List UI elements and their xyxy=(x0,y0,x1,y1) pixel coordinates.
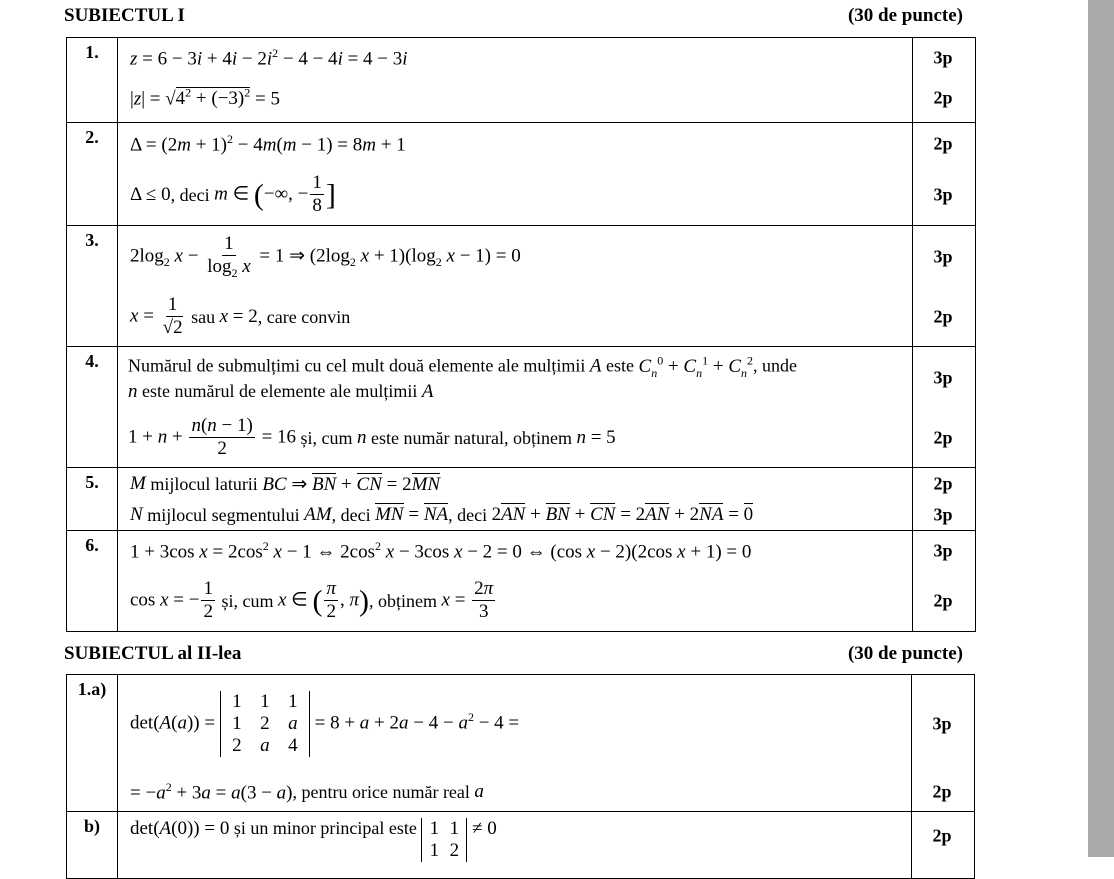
text: mijlocul segmentului xyxy=(147,504,300,525)
points: 3p xyxy=(933,246,953,267)
text: , pentru orice număr real xyxy=(292,781,470,802)
section-header xyxy=(64,643,963,665)
text: , deci xyxy=(331,504,371,525)
points: 2p xyxy=(933,133,953,154)
table-row xyxy=(67,812,975,879)
text: , deci xyxy=(448,504,488,525)
text: , deci xyxy=(170,184,210,205)
text: Numărul de submulțimi cu cel mult două elemente ale mulțimii xyxy=(128,355,586,376)
item-content: M mijlocul laturii BC ⇒ BN + CN = 2MN 2p N mijlocul segmentului AM , deci MN = NA , deci 2AN + BN + CN = 2AN + 2NA = 0 3p xyxy=(118,468,913,531)
points: 3p xyxy=(933,504,953,525)
table-row xyxy=(67,675,975,812)
section-header xyxy=(64,5,963,27)
section-title: SUBIECTUL I xyxy=(64,5,185,26)
item-number: 1.a) xyxy=(67,675,118,812)
item-number: 3. xyxy=(67,226,118,347)
text: , obținem xyxy=(369,590,438,611)
text: , care convin xyxy=(257,306,351,327)
text: și, cum xyxy=(221,590,274,611)
points: 2p xyxy=(933,590,953,611)
table-row xyxy=(67,123,976,226)
item-number: b) xyxy=(67,812,118,879)
item-content: $2\log_2$ x − $\frac{1}{\log_2 x}$ = 1 ⇒ ($2\log_2$ $x + 1)(\log_2$ x − 1) = 0 3p x = $\frac{1}{√2}$ sau x = 2 , care convin 2p xyxy=(118,226,913,347)
points: 3p xyxy=(933,184,953,205)
points: 3p xyxy=(933,540,953,561)
points: 2p xyxy=(932,781,952,802)
item-content: $\Delta = (2m + 1)^2 - 4m(m - 1) = 8m + 1$ 2p Δ ≤ 0 , deci m ∈ (−∞, − $\frac{1}{8}$ ] 3p xyxy=(118,123,913,226)
text: este numărul de elemente ale mulțimii xyxy=(142,380,418,401)
text: și, cum xyxy=(300,427,353,448)
text: și un minor principal este xyxy=(233,818,417,838)
points: 3p xyxy=(932,713,952,734)
item-number: 6. xyxy=(67,531,118,632)
grading-table-2 xyxy=(66,674,975,879)
item-number: 4. xyxy=(67,347,118,468)
item-content: 1 + 3cos $x = 2\cos^2$ x − 1 ⇔ $2\cos^2$ x − 3cos x − 2 = 0 ⇔ (cos x − 2)(2cos x + 1) = 0 3p cos x = − $\frac{1}{2}$ și, cum x ∈ ( $\frac{\pi}{2}$ , π) , obținem x = $\frac{2\pi}{3}$ 2p xyxy=(118,531,913,632)
points: 2p xyxy=(933,306,953,327)
table-row xyxy=(67,226,976,347)
item-number: 2. xyxy=(67,123,118,226)
table-row xyxy=(67,347,976,468)
text: mijlocul laturii xyxy=(150,473,258,494)
grading-table-1 xyxy=(66,37,976,632)
section-title: SUBIECTUL al II-lea xyxy=(64,643,242,664)
item-content: $z = 6 - 3i + 4i - 2i^2 - 4 - 4i = 4 - 3i$ 3p $|z| = √4^2 + (-3)^2 = 5$ 2p xyxy=(118,38,913,123)
text: este xyxy=(606,355,634,376)
text: , unde xyxy=(753,355,797,376)
points: 2p xyxy=(933,87,953,108)
points: 2p xyxy=(933,473,953,494)
text: sau xyxy=(191,306,216,327)
points: 2p xyxy=(932,825,952,846)
points: 2p xyxy=(933,427,953,448)
scrollbar-area[interactable] xyxy=(1088,0,1114,857)
item-number: 1. xyxy=(67,38,118,123)
table-row xyxy=(67,531,976,632)
table-row xyxy=(67,468,976,531)
section-points: (30 de puncte) xyxy=(847,5,963,26)
item-number: 5. xyxy=(67,468,118,531)
item-content: det(A(0)) = 0 și un minor principal este 1 1 1 2 ≠ 0 2p xyxy=(118,812,912,879)
item-content: det(A(a)) = 1 1 1 1 2 a 2 a 4 = $8 + a + 2a - 4 - a^2 - 4$ = 3p = $-a^2 + 3a = a(3 - a)$ , pentru orice număr real a 2p xyxy=(118,675,912,812)
section-points: (30 de puncte) xyxy=(847,643,963,664)
text: este număr natural, obținem xyxy=(371,427,572,448)
item-content: Numărul de submulțimi cu cel mult două elemente ale mulțimii A este $C_n^0 + C_n^1 + C_n^2$, unde n este numărul de elemente ale mulțimii A 3p 1 + n + $\frac{n(n - 1)}{2}$ = 16 și, cum n este număr natural, obținem n = 5 2p xyxy=(118,347,913,468)
points: 3p xyxy=(933,367,953,388)
points: 3p xyxy=(933,47,953,68)
table-row xyxy=(67,38,976,123)
